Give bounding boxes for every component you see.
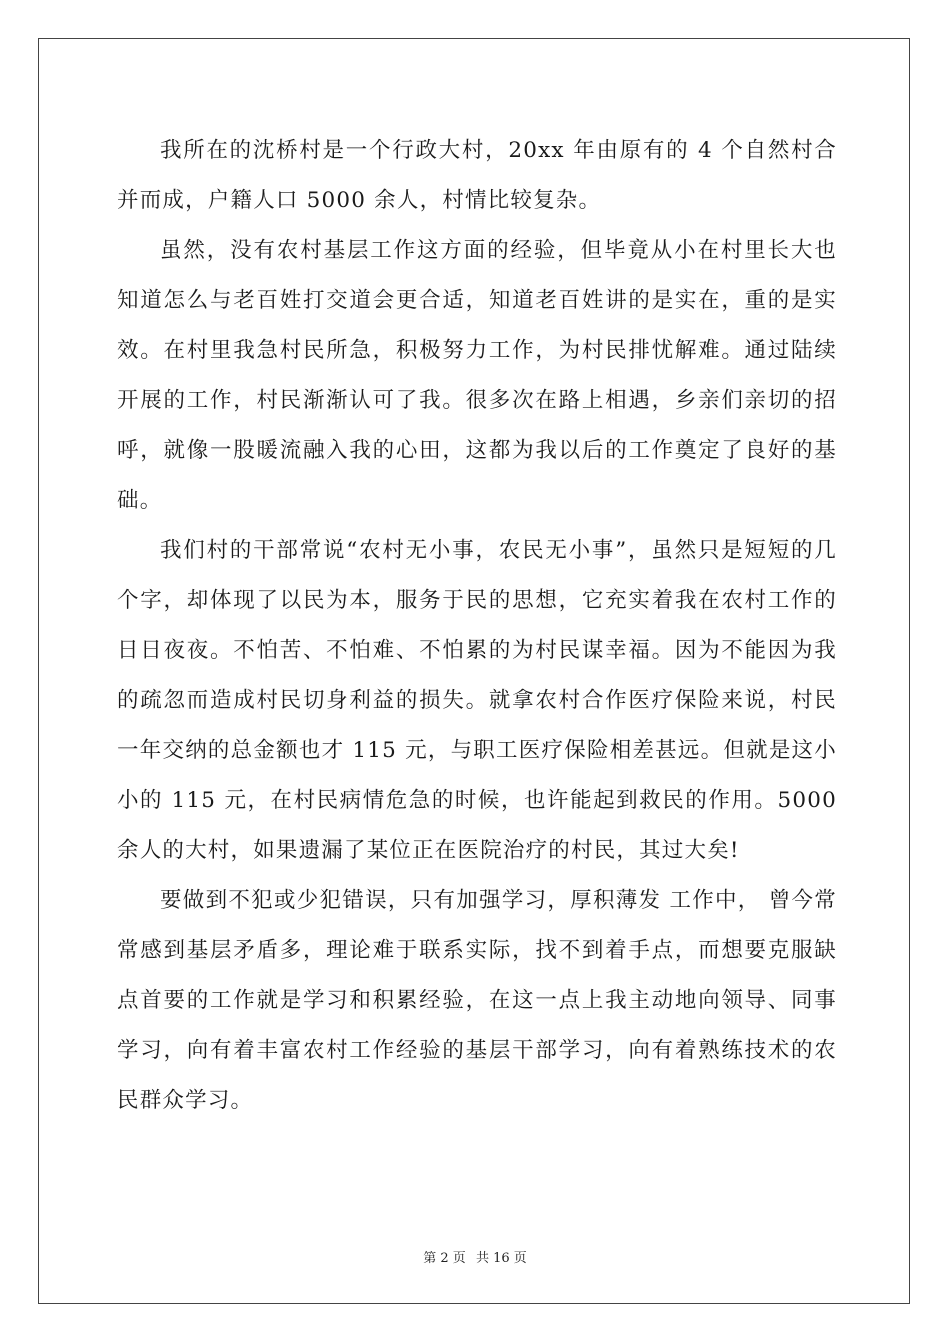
paragraph-experience: 虽然，没有农村基层工作这方面的经验，但毕竟从小在村里长大也知道怎么与老百姓打交道会更合适，知道老百姓讲的是实在，重的是实效。在村里我急村民所急，积极努力工作，为村民排忧解难。通过陆续开展的工作，村民渐渐认可了我。很多次在路上相遇，乡亲们亲切的招呼，就像一股暖流融入我的心田，这都为我以后的工作奠定了良好的基础。 — [117, 238, 837, 513]
page-footer — [0, 1247, 950, 1266]
page-total: 共 16 页 — [475, 1251, 527, 1266]
paragraph-village-intro: 我所在的沈桥村是一个行政大村，20xx 年由原有的 4 个自然村合并而成，户籍人口 5000 余人，村情比较复杂。 — [117, 138, 837, 213]
paragraph-learning: 要做到不犯或少犯错误，只有加强学习，厚积薄发 工作中， 曾今常常感到基层矛盾多，理论难于联系实际，找不到着手点，而想要克服缺点首要的工作就是学习和积累经验，在这一点上我主动地向领导、同事学习，向有着丰富农村工作经验的基层干部学习，向有着熟练技术的农民群众学习。 — [117, 888, 837, 1113]
page-number: 第 2 页 — [423, 1251, 466, 1266]
paragraph-no-small-matters: 我们村的干部常说“农村无小事，农民无小事”，虽然只是短短的几个字，却体现了以民为本，服务于民的思想，它充实着我在农村工作的日日夜夜。不怕苦、不怕难、不怕累的为村民谋幸福。因为不能因为我的疏忽而造成村民切身利益的损失。就拿农村合作医疗保险来说，村民一年交纳的总金额也才 115 元，与职工医疗保险相差甚远。但就是这小小的 115 元，在村民病情危急的时候，也许能起到救民的作用。5000 余人的大村，如果遗漏了某位正在医院治疗的村民，其过大矣! — [117, 538, 837, 863]
document-body — [117, 126, 837, 1126]
